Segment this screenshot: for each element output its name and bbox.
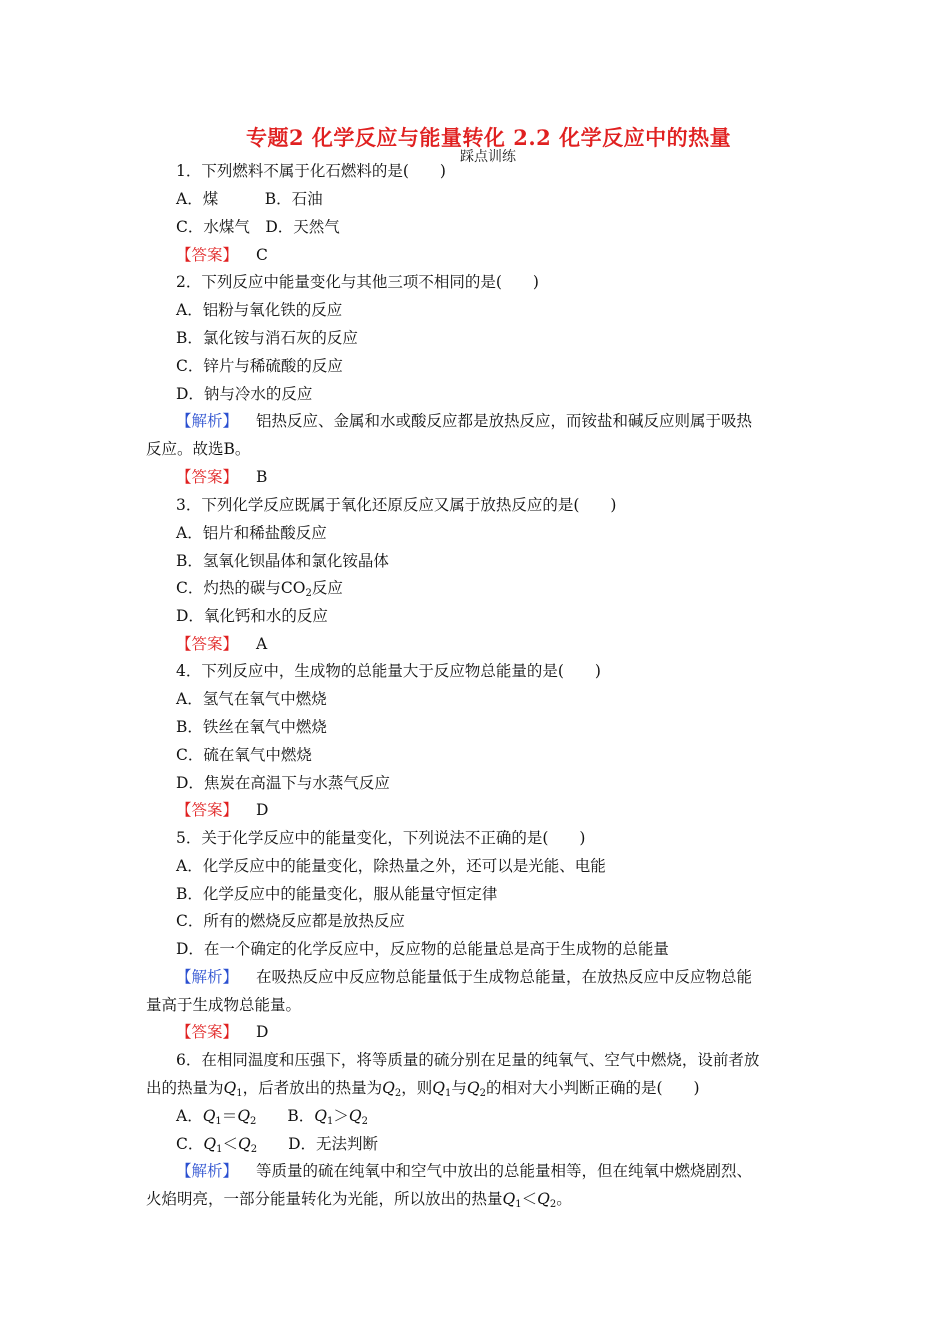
answer-label: 【答案】 [176,468,239,486]
explain-label: 【解析】 [176,1162,239,1180]
answer-value: A [256,635,268,653]
explain-text: 在吸热反应中反应物总能量低于生成物总能量，在放热反应中反应物总能 [256,968,753,986]
q2-option-c: C．锌片与稀硫酸的反应 [176,357,343,375]
q6-stem-part: ，后者放出的热量为 [242,1079,383,1097]
q2-answer [176,467,267,487]
q-symbol: Q [223,1079,237,1097]
option-label: B． [256,1107,315,1125]
q-symbol: Q [237,1135,251,1153]
answer-label: 【答案】 [176,635,239,653]
answer-label: 【答案】 [176,246,239,264]
q4-option-d: D．焦炭在高温下与水蒸气反应 [176,774,390,792]
explain-text: 铝热反应、金属和水或酸反应都是放热反应，而铵盐和碱反应则属于吸热 [256,412,753,430]
answer-label: 【答案】 [176,801,239,819]
q-symbol: Q [348,1107,362,1125]
q2-option-d: D．钠与冷水的反应 [176,385,313,403]
option-d: D．无法判断 [257,1135,379,1153]
subscript: 2 [361,1116,368,1127]
q6-stem-part: 出的热量为 [146,1079,224,1097]
answer-value: C [256,246,268,264]
q1-options-cd: C．水煤气 D．天然气 [176,218,340,236]
subscript: 2 [479,1088,486,1099]
page-subtitle: 踩点训练 [460,149,516,165]
explain-text: 等质量的硫在纯氧中和空气中放出的总能量相等，但在纯氧中燃烧剧烈、 [256,1162,753,1180]
q6-options-ab [176,1106,368,1132]
q1-options-ab: A．煤 B．石油 [176,190,323,208]
subscript: 2 [394,1088,402,1099]
q5-explanation-cont: 量高于生成物总能量。 [146,996,302,1014]
q-symbol: Q [203,1135,217,1153]
q3-option-b: B．氢氧化钡晶体和氯化铵晶体 [176,552,389,570]
q3-stem: 3．下列化学反应既属于氧化还原反应又属于放热反应的是( ) [176,496,617,514]
q2-explanation [176,411,752,431]
answer-value: D [256,801,269,819]
q1-answer [176,245,268,265]
subscript: 1 [327,1116,334,1127]
q6-stem-cont [146,1078,700,1104]
q5-explanation [176,967,752,987]
operator: ＜ [222,1135,238,1153]
q6-explanation-cont [146,1189,572,1215]
option-label: A． [176,1107,203,1125]
q5-answer [176,1022,268,1042]
q2-explanation-cont: 反应。故选B。 [146,440,251,458]
q-symbol: Q [466,1079,480,1097]
q6-stem-part: 与 [451,1079,467,1097]
operator: ＞ [333,1107,349,1125]
explain-text: 火焰明亮，一部分能量转化为光能，所以放出的热量 [146,1190,503,1208]
answer-value: B [256,468,268,486]
q-symbol: Q [314,1107,328,1125]
explain-label: 【解析】 [176,968,239,986]
q5-option-b: B．化学反应中的能量变化，服从能量守恒定律 [176,885,498,903]
q-symbol: Q [537,1190,550,1208]
q-symbol: Q [382,1079,395,1097]
q4-stem: 4．下列反应中，生成物的总能量大于反应物总能量的是( ) [176,662,601,680]
q4-option-c: C．硫在氧气中燃烧 [176,746,312,764]
q-symbol: Q [202,1107,216,1125]
subscript: 1 [216,1144,223,1155]
subscript: 2 [305,588,312,599]
q4-answer [176,800,268,820]
subscript: 2 [250,1144,258,1155]
q5-stem: 5．关于化学反应中的能量变化，下列说法不正确的是( ) [176,829,586,847]
q1-stem: 1．下列燃料不属于化石燃料的是( ) [176,162,446,180]
q6-explanation [176,1161,752,1181]
subscript: 1 [515,1199,522,1210]
q2-option-a: A．铝粉与氧化铁的反应 [176,301,343,319]
answer-label: 【答案】 [176,1023,239,1041]
answer-value: D [256,1023,269,1041]
q-symbol: Q [502,1190,516,1208]
q2-stem: 2．下列反应中能量变化与其他三项不相同的是( ) [176,273,539,291]
q4-option-a: A．氢气在氧气中燃烧 [176,690,327,708]
q3-option-c-tail: 反应 [311,579,343,597]
q6-stem-part: 的相对大小判断正确的是( ) [485,1079,700,1097]
q-symbol: Q [237,1107,251,1125]
operator: ＜ [521,1190,538,1208]
q5-option-a: A．化学反应中的能量变化，除热量之外，还可以是光能、电能 [176,857,606,875]
q-symbol: Q [432,1079,445,1097]
explain-text: 。 [556,1190,572,1208]
q3-option-a: A．铝片和稀盐酸反应 [176,524,327,542]
subscript: 1 [215,1116,222,1127]
option-label: C． [176,1135,204,1153]
operator: ＝ [221,1107,238,1125]
q4-option-b: B．铁丝在氧气中燃烧 [176,718,327,736]
q6-stem-part: ，则 [401,1079,433,1097]
q2-option-b: B．氯化铵与消石灰的反应 [176,329,358,347]
q3-option-c-text: C．灼热的碳与CO [176,579,306,597]
q3-answer [176,634,267,654]
page-title: 专题2 化学反应与能量转化 2.2 化学反应中的热量 [246,125,732,150]
q5-option-d: D．在一个确定的化学反应中，反应物的总能量总是高于生成物的总能量 [176,940,669,958]
subscript: 2 [549,1199,557,1210]
q5-option-c: C．所有的燃烧反应都是放热反应 [176,912,405,930]
subscript: 1 [236,1088,243,1099]
subscript: 1 [444,1088,452,1099]
q6-options-cd [176,1134,378,1160]
explain-label: 【解析】 [176,412,239,430]
q6-stem: 6．在相同温度和压强下，将等质量的硫分别在足量的纯氧气、空气中燃烧，设前者放 [176,1051,760,1069]
q3-option-c [176,578,343,604]
subscript: 2 [250,1116,257,1127]
q3-option-d: D．氧化钙和水的反应 [176,607,328,625]
